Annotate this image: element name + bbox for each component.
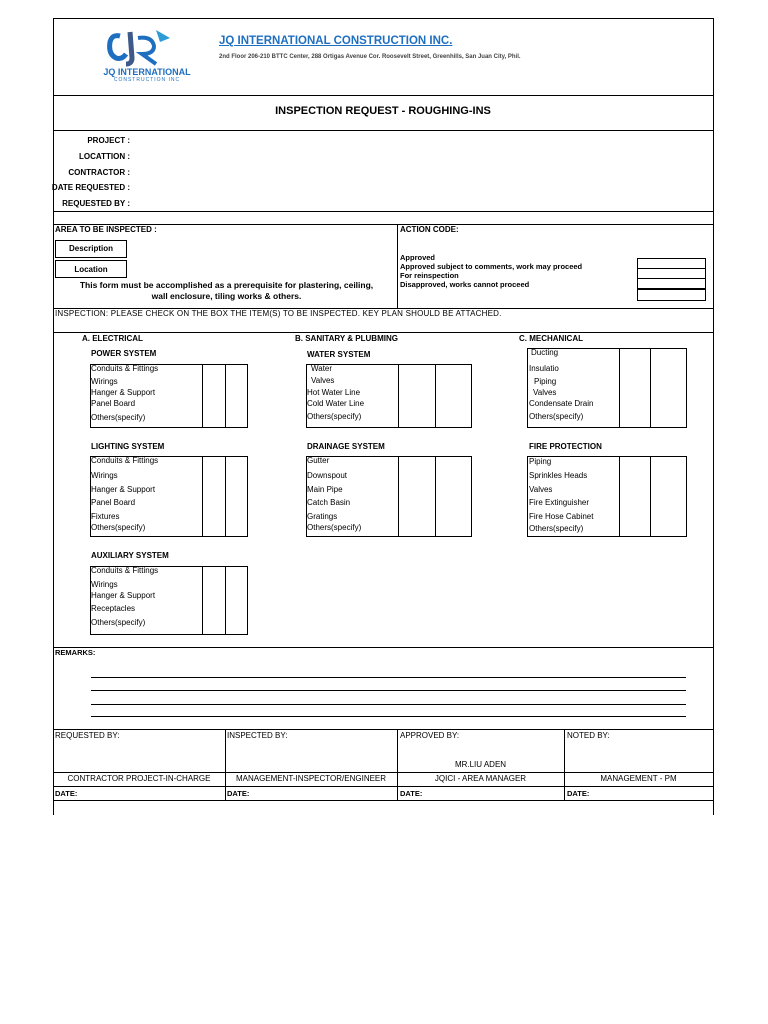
fire-item: Valves (529, 485, 553, 494)
power-col1 (202, 364, 203, 428)
signature-mid-border (53, 772, 713, 773)
mechanical-col1 (619, 348, 620, 428)
category-mechanical: C. MECHANICAL (519, 334, 583, 343)
water-item: Hot Water Line (307, 388, 361, 397)
area-note-line2: wall enclosure, tiling works & others. (151, 291, 302, 301)
project-divider (53, 211, 713, 212)
remarks-line-1[interactable] (91, 677, 686, 678)
fire-item: Piping (529, 457, 552, 466)
action-code-label: ACTION CODE: (400, 225, 459, 234)
power-col2 (225, 364, 226, 428)
signature-col3 (564, 729, 565, 800)
auxiliary-item: Receptacles (91, 604, 136, 613)
mechanical-item: Others(specify) (529, 412, 584, 421)
role-contractor: CONTRACTOR PROJECT-IN-CHARGE (67, 774, 211, 783)
signature-bottom-border (53, 800, 713, 801)
inspection-note: INSPECTION: PLEASE CHECK ON THE BOX THE ITEM(S) TO BE INSPECTED. KEY PLAN SHOULD BE ATTACHED. (55, 309, 502, 318)
location-field-label: LOCATTION : (79, 152, 130, 161)
mechanical-item: Insulatio (529, 364, 559, 373)
mechanical-item: Ducting (531, 348, 559, 357)
drainage-col1 (398, 456, 399, 537)
remarks-top-border (53, 647, 713, 648)
role-pm: MANAGEMENT - PM (600, 774, 677, 783)
location-box[interactable] (55, 260, 127, 278)
role-inspector: MANAGEMENT-INSPECTOR/ENGINEER (235, 774, 387, 783)
drainage-item: Catch Basin (307, 498, 351, 507)
area-note (55, 280, 398, 302)
auxiliary-item: Others(specify) (91, 618, 146, 627)
logo-subtext: CONSTRUCTION INC (113, 77, 181, 83)
fire-item: Fire Hose Cabinet (529, 512, 594, 521)
lighting-col1 (202, 456, 203, 537)
frame-left-border (53, 18, 54, 815)
signature-role-border (53, 786, 713, 787)
lighting-system-title: LIGHTING SYSTEM (91, 442, 165, 451)
requested-by-label: REQUESTED BY: (55, 731, 120, 740)
date-label-inspected: DATE: (227, 789, 250, 798)
fire-item: Fire Extinguisher (529, 498, 590, 507)
mechanical-item: Condensate Drain (529, 399, 594, 408)
fire-col2 (650, 456, 651, 537)
category-sanitary: B. SANITARY & PLUBMING (295, 334, 398, 343)
mechanical-item: Piping (534, 377, 557, 386)
power-item: Wirings (91, 377, 118, 386)
drainage-item: Main Pipe (307, 485, 343, 494)
inspected-by-label: INSPECTED BY: (227, 731, 288, 740)
role-area-manager: JQICI - AREA MANAGER (434, 774, 527, 783)
category-electrical: A. ELECTRICAL (82, 334, 143, 343)
remarks-line-3[interactable] (91, 704, 686, 705)
action-checkbox-disapproved[interactable] (637, 289, 706, 301)
approver-name: MR.LIU ADEN (454, 760, 507, 769)
power-item: Panel Board (91, 399, 136, 408)
water-system-title: WATER SYSTEM (307, 350, 371, 359)
date-label-approved: DATE: (400, 789, 423, 798)
power-item: Others(specify) (91, 413, 146, 422)
approved-by-label: APPROVED BY: (400, 731, 460, 740)
form-title: INSPECTION REQUEST - ROUGHING-INS (275, 105, 491, 117)
auxiliary-system-title: AUXILIARY SYSTEM (91, 551, 169, 560)
action-approved-comments: Approved subject to comments, work may proceed (400, 262, 583, 271)
inspection-bottom-border (53, 332, 713, 333)
action-checkbox-reinspection[interactable] (637, 278, 706, 289)
drainage-item: Others(specify) (307, 523, 362, 532)
water-col2 (435, 364, 436, 428)
fire-col1 (619, 456, 620, 537)
contractor-field-label: CONTRACTOR : (68, 168, 130, 177)
drainage-item: Gutter (307, 456, 330, 465)
auxiliary-col1 (202, 566, 203, 635)
lighting-item: Hanger & Support (91, 485, 156, 494)
fire-protection-title: FIRE PROTECTION (529, 442, 602, 451)
action-reinspection: For reinspection (400, 271, 459, 280)
lighting-item: Conduits & Fittings (91, 456, 159, 465)
area-note-line1: This form must be accomplished as a prerequisite for plastering, ceiling, (79, 280, 374, 290)
signature-col1 (225, 729, 226, 800)
action-approved: Approved (400, 253, 436, 262)
company-address: 2nd Floor 206-210 BTTC Center, 288 Ortigas Avenue Cor. Roosevelt Street, Greenhills, San Juan City, Phil. (219, 54, 521, 60)
auxiliary-item: Conduits & Fittings (91, 566, 159, 575)
drainage-col2 (435, 456, 436, 537)
drainage-item: Downspout (307, 471, 348, 480)
auxiliary-item: Hanger & Support (91, 591, 156, 600)
date-requested-field-label: DATE REQUESTED : (51, 183, 130, 192)
mechanical-item: Valves (533, 388, 557, 397)
lighting-item: Others(specify) (91, 523, 146, 532)
auxiliary-item: Wirings (91, 580, 118, 589)
mechanical-col2 (650, 348, 651, 428)
remarks-line-2[interactable] (91, 690, 686, 691)
area-action-divider (397, 224, 398, 308)
signature-top-border (53, 729, 713, 730)
description-label: Description (68, 244, 113, 253)
area-label: AREA TO BE INSPECTED : (55, 225, 157, 234)
requested-by-field-label: REQUESTED BY : (62, 199, 130, 208)
project-field-label: PROJECT : (87, 136, 130, 145)
noted-by-label: NOTED BY: (567, 731, 610, 740)
description-box[interactable] (55, 240, 127, 258)
water-col1 (398, 364, 399, 428)
water-item: Cold Water Line (307, 399, 365, 408)
water-item: Water (311, 364, 333, 373)
date-label-noted: DATE: (567, 789, 590, 798)
lighting-item: Wirings (91, 471, 118, 480)
power-system-title: POWER SYSTEM (91, 349, 157, 358)
fire-item: Others(specify) (529, 524, 584, 533)
drainage-system-title: DRAINAGE SYSTEM (307, 442, 385, 451)
logo-text: JQ INTERNATIONAL (103, 67, 191, 77)
frame-top-border (53, 18, 713, 19)
lighting-item: Fixtures (91, 512, 120, 521)
auxiliary-col2 (225, 566, 226, 635)
remarks-line-4[interactable] (91, 716, 686, 717)
fire-item: Sprinkles Heads (529, 471, 588, 480)
water-item: Valves (311, 376, 335, 385)
water-item: Others(specify) (307, 412, 362, 421)
header-divider (53, 95, 713, 96)
lighting-col2 (225, 456, 226, 537)
location-label: Location (74, 265, 108, 274)
lighting-item: Panel Board (91, 498, 136, 507)
frame-right-border (713, 18, 714, 815)
company-name: JQ INTERNATIONAL CONSTRUCTION INC. (219, 35, 453, 47)
title-divider (53, 130, 713, 131)
drainage-item: Gratings (307, 512, 338, 521)
action-disapproved: Disapproved, works cannot proceed (400, 280, 530, 289)
remarks-label: REMARKS: (55, 648, 96, 657)
power-item: Hanger & Support (91, 388, 156, 397)
date-label-requested: DATE: (55, 789, 78, 798)
power-item: Conduits & Fittings (91, 364, 159, 373)
